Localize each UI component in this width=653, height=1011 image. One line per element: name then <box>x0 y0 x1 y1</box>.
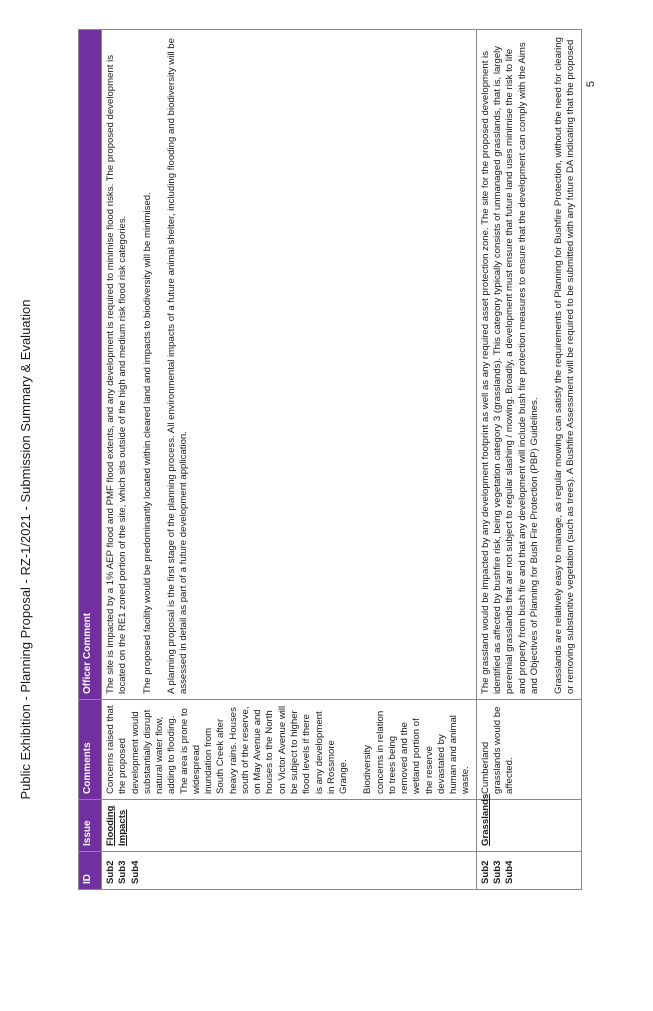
table-header-row <box>79 30 102 890</box>
row-issue <box>476 793 581 852</box>
column-header-comments: Comments <box>79 700 102 800</box>
submission-summary-table <box>78 29 582 890</box>
officer-comment-paragraph: The grassland would be impacted by any development footprint as well as any required asset protection zone. The site for the proposed development is identified as affected by bushfire risk, being vegetation category 3 (grasslands). This category typically consists of unmanaged grasslands, that is, largely perennial grasslands that are not subject to regular slashing / mowing. Broadly, a development must ensure that future land uses minimise the risk to life and property from bush fire and that any development will include bush fire protection measures to ensure that the development can comply with the Aims and Objectives of Planning for Bush Fire Protection (PBP) Guidelines. <box>479 42 540 694</box>
submission-id: Sub3 <box>117 860 129 884</box>
submission-id: Sub4 <box>504 860 516 884</box>
officer-comment-paragraph: The site is impacted by a 1% AEP flood and PMF flood extents, and any development is required to minimise flood risks. The proposed development is located on the RE1 zoned portion of the site, which sits outside of the high and medium risk flood risk categories. <box>105 54 129 694</box>
document-title: Public Exhibition - Planning Proposal - RZ-1/2021 - Submission Summary & Evaluation <box>18 299 33 800</box>
comment-paragraph: Cumberland grasslands would be affected. <box>479 706 516 794</box>
submission-id: Sub2 <box>105 860 116 884</box>
row-comments <box>102 700 477 800</box>
comment-paragraph: Concerns raised that the proposed development would substantially disrupt natural water flow, adding to flooding. The area is prone to widespread inundation from South Creek after heavy rains. Houses south of the reserve, on May Avenue and houses to the North on Victor Avenue will be subject to higher flood levels if there is any development in Rossmore Grange. <box>105 705 350 794</box>
row-comments <box>476 700 581 800</box>
column-header-id: ID <box>79 852 102 890</box>
submission-id: Sub3 <box>491 860 503 884</box>
table-row <box>102 30 477 890</box>
column-header-officer-comment: Officer Comment <box>79 30 102 700</box>
comment-paragraph: Biodiversity concerns in relation to trees being removed and the wetland portion of the reserve devastated by human and animal waste. <box>362 710 472 794</box>
page-header <box>10 88 50 1011</box>
submission-table-container <box>78 30 577 890</box>
page-number: 5 <box>585 80 598 88</box>
officer-comment-paragraph: Grasslands are relatively easy to manage, as regular mowing can satisfy the requirements of Planning for Bushfire Protection, without the need for clearing or removing substantive vegetation (such as trees). A Bushfire Assessment will be required to be submitted with any future DA indicating that the proposed <box>553 37 577 694</box>
row-officer-comment <box>476 30 581 700</box>
row-ids <box>476 852 581 890</box>
column-header-issue: Issue <box>79 800 102 852</box>
row-ids <box>102 852 477 890</box>
submission-id: Sub4 <box>129 860 141 884</box>
submission-id: Sub2 <box>479 860 491 884</box>
row-issue <box>102 800 477 852</box>
officer-comment-paragraph: A planning proposal is the first stage of the planning process. All environmental impacts of a future animal shelter, including flooding and biodiversity will be assessed in detail as part of a future development application. <box>165 38 190 694</box>
officer-comment-paragraph: The proposed facility would be predominantly located within cleared land and impacts to biodiversity will be minimised. <box>141 192 153 694</box>
table-row <box>476 30 581 890</box>
row-officer-comment <box>102 30 477 700</box>
issue-label: Flooding Impacts <box>105 805 129 846</box>
issue-label: Grasslands <box>479 793 491 846</box>
